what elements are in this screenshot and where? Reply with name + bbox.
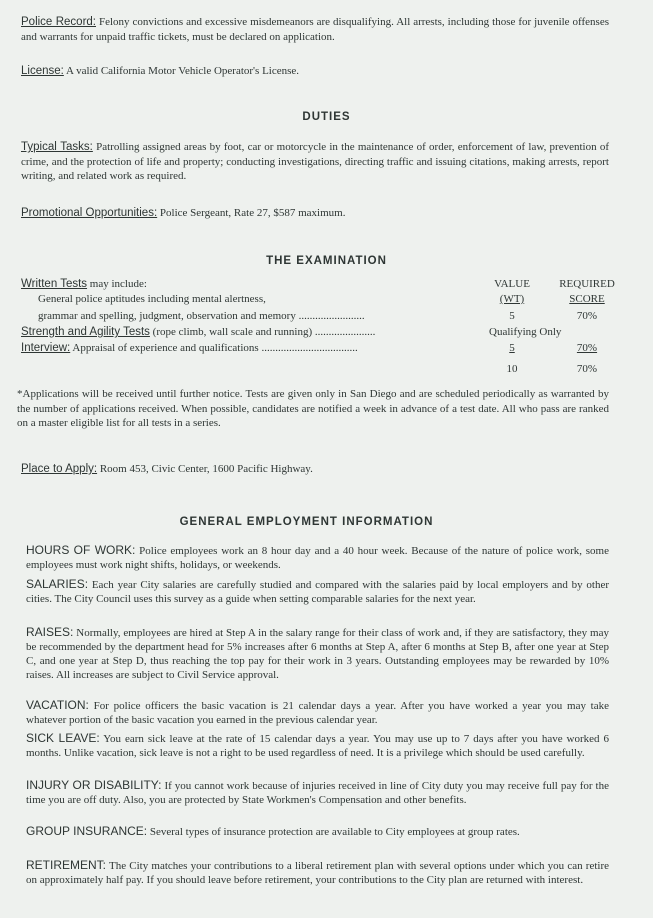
strength-label: Strength and Agility Tests [21,326,150,338]
interview-value: 5 [509,342,515,354]
total-value: 10 [506,363,518,375]
col-value-header: VALUE [494,278,530,290]
written-score: 70% [576,310,598,322]
exam-table-row [21,341,611,356]
hours-of-work-item: HOURS OF WORK: Police employees work an 8 hour day and a 40 hour week. Because of the nature of police work, some employees must work night shifts, holidays, or weekends. [26,543,609,571]
col-score-subheader: SCORE [569,293,605,305]
sick-leave-item: SICK LEAVE: You earn sick leave at the rate of 15 calendar days a year. You may use up to 7 days after you have worked 6 months. Unlike vacation, sick leave is not a right to be used regardless of need. It is a privilege which should be used carefully. [26,731,609,759]
exam-table-row [21,325,611,340]
interview-label: Interview: [21,342,71,354]
strength-text: (rope climb, wall scale and running) ...................... [152,326,376,338]
retirement-item: RETIREMENT: The City matches your contributions to a liberal retirement plan with several options under which you can retire on approximately half pay. If you should leave before retirement, your contributions to the City plan are returned with interest. [26,858,609,886]
place-to-apply-text: Room 453, Civic Center, 1600 Pacific Highway. [99,463,313,475]
place-to-apply-paragraph [21,462,609,477]
police-record-paragraph [21,15,609,44]
written-tests-label: Written Tests [21,278,88,290]
place-to-apply-label: Place to Apply: [21,463,98,475]
license-text: A valid California Motor Vehicle Operator's License. [66,65,300,77]
total-score: 70% [576,363,598,375]
promotional-label: Promotional Opportunities: [21,207,158,219]
police-record-label: Police Record: [21,16,96,28]
written-tests-text: may include: [89,278,147,290]
general-heading: GENERAL EMPLOYMENT INFORMATION [179,516,434,528]
written-line-1: General police aptitudes including mental alertness, [38,293,266,305]
police-record-text: Felony convictions and excessive misdemeanors are disqualifying. All arrests, including those for juvenile offenses and warrants for unpaid traffic tickets, must be declared on application. [21,16,609,43]
written-line-2: grammar and spelling, judgment, observation and memory ........................ [38,310,365,322]
exam-table-total-row [21,362,611,377]
col-required-header: REQUIRED [559,278,615,290]
license-label: License: [21,65,64,77]
typical-tasks-text: Patrolling assigned areas by foot, car or motorcycle in the maintenance of order, enforcement of law, prevention of crime, and the protection of life and property; conducting investigations, directing traffic and issuing citations, making arrests, report writing, and related work as required. [21,141,609,182]
strength-value-score: Qualifying Only [489,326,562,338]
interview-score: 70% [576,342,598,354]
typical-tasks-label: Typical Tasks: [21,141,93,153]
col-value-subheader: (WT) [499,293,525,305]
group-insurance-item: GROUP INSURANCE: Several types of insurance protection are available to City employees at group rates. [26,824,520,838]
promotional-paragraph [21,206,609,221]
typical-tasks-paragraph [21,140,609,184]
exam-table-row [21,309,611,324]
examination-heading: THE EXAMINATION [266,255,387,267]
applications-note: *Applications will be received until further notice. Tests are given only in San Diego and are scheduled periodically as warranted by the number of applications received. When possible, candidates are notified a week in advance of a test date. All who pass are ranked on a master eligible list for all tests in a series. [17,388,609,429]
written-value: 5 [509,310,515,322]
exam-table-row [21,292,611,307]
license-paragraph [21,64,609,79]
interview-text: Appraisal of experience and qualifications ................................... [72,342,358,354]
injury-disability-item: INJURY OR DISABILITY: If you cannot work because of injuries received in line of City duty you may receive full pay for the time you are off duty. Also, you are protected by State Workmen's Compensation and other benefits. [26,778,609,806]
exam-table-row [21,277,615,292]
vacation-item: VACATION: For police officers the basic vacation is 21 calendar days a year. After you have worked a year you may take whatever portion of the basic vacation you earned in the previous calendar year. [26,698,610,726]
salaries-item: SALARIES: Each year City salaries are carefully studied and compared with the salaries paid by local employers and by other cities. The City Council uses this survey as a guide when setting comparable salaries for the next year. [26,577,610,605]
promotional-text: Police Sergeant, Rate 27, $587 maximum. [159,207,346,219]
raises-item: RAISES: Normally, employees are hired at Step A in the salary range for their class of work and, if they are satisfactory, they may be recommended by the department head for 5% increases after 6 months at Step A, after 6 months at Step B, after one year at Step C, and one year at Step D, thus reaching the top pay for their work in 3 years. Outstanding employees may be rewarded by 10% raises. All increases are subject to Civil Service approval. [26,625,609,681]
duties-heading: DUTIES [302,111,351,123]
